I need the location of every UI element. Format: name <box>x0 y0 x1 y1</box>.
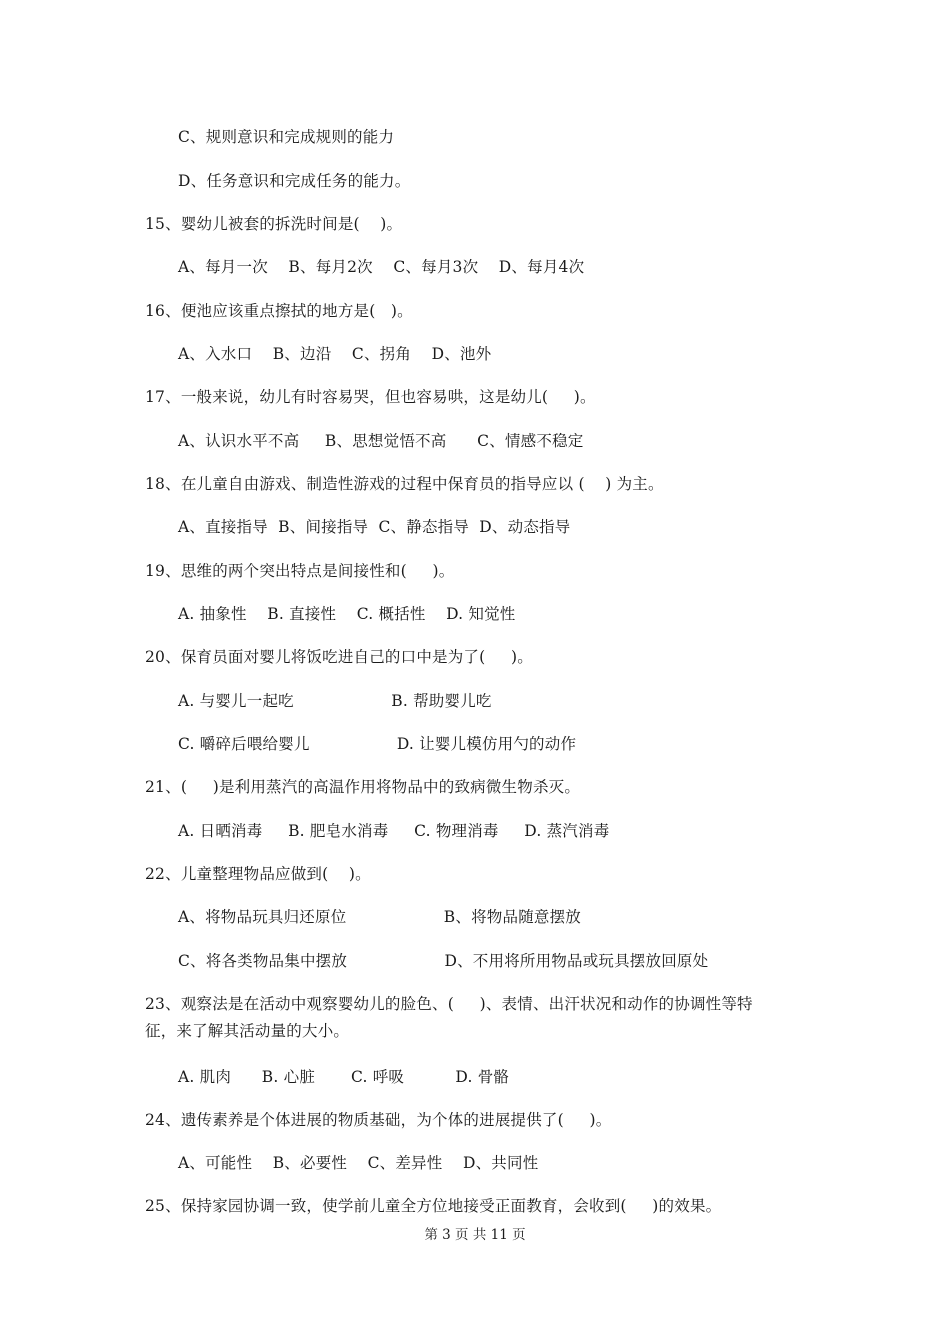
question-21: 21、( )是利用蒸汽的高温作用将物品中的致病微生物杀灭。 <box>145 778 581 796</box>
options-19: A. 抽象性 B. 直接性 C. 概括性 D. 知觉性 <box>178 605 516 623</box>
option-line-c-14: C、规则意识和完成规则的能力 <box>178 128 395 146</box>
question-22: 22、儿童整理物品应做到( )。 <box>145 865 371 883</box>
options-15: A、每月一次 B、每月2次 C、每月3次 D、每月4次 <box>178 258 585 276</box>
options-22-cd: C、将各类物品集中摆放 D、不用将所用物品或玩具摆放回原处 <box>178 952 709 970</box>
question-19: 19、思维的两个突出特点是间接性和( )。 <box>145 562 455 580</box>
question-25: 25、保持家园协调一致，使学前儿童全方位地接受正面教育，会收到( )的效果。 <box>145 1197 722 1215</box>
options-24: A、可能性 B、必要性 C、差异性 D、共同性 <box>178 1154 539 1172</box>
question-20: 20、保育员面对婴儿将饭吃进自己的口中是为了( )。 <box>145 648 533 666</box>
question-17: 17、一般来说，幼儿有时容易哭，但也容易哄，这是幼儿( )。 <box>145 388 596 406</box>
page-footer: 第 3 页 共 11 页 <box>424 1227 526 1243</box>
question-15: 15、婴幼儿被套的拆洗时间是( )。 <box>145 215 403 233</box>
option-line-d-14: D、任务意识和完成任务的能力。 <box>178 172 411 190</box>
options-18: A、直接指导 B、间接指导 C、静态指导 D、动态指导 <box>178 518 571 536</box>
options-20-ab: A. 与婴儿一起吃 B. 帮助婴儿吃 <box>178 692 492 710</box>
options-22-ab: A、将物品玩具归还原位 B、将物品随意摆放 <box>178 908 581 926</box>
question-23: 23、观察法是在活动中观察婴幼儿的脸色、( )、表情、出汗状况和动作的协调性等特 <box>145 995 753 1013</box>
question-16: 16、便池应该重点擦拭的地方是( )。 <box>145 302 413 320</box>
question-23-continued: 征，来了解其活动量的大小。 <box>145 1022 350 1040</box>
options-17: A、认识水平不高 B、思想觉悟不高 C、情感不稳定 <box>178 432 584 450</box>
options-21: A. 日晒消毒 B. 肥皂水消毒 C. 物理消毒 D. 蒸汽消毒 <box>178 822 610 840</box>
options-16: A、入水口 B、边沿 C、拐角 D、池外 <box>178 345 492 363</box>
options-23: A. 肌肉 B. 心脏 C. 呼吸 D. 骨骼 <box>178 1068 510 1086</box>
question-18: 18、在儿童自由游戏、制造性游戏的过程中保育员的指导应以 ( ) 为主。 <box>145 475 664 493</box>
options-20-cd: C. 嚼碎后喂给婴儿 D. 让婴儿模仿用勺的动作 <box>178 735 577 753</box>
question-24: 24、遗传素养是个体进展的物质基础，为个体的进展提供了( )。 <box>145 1111 612 1129</box>
